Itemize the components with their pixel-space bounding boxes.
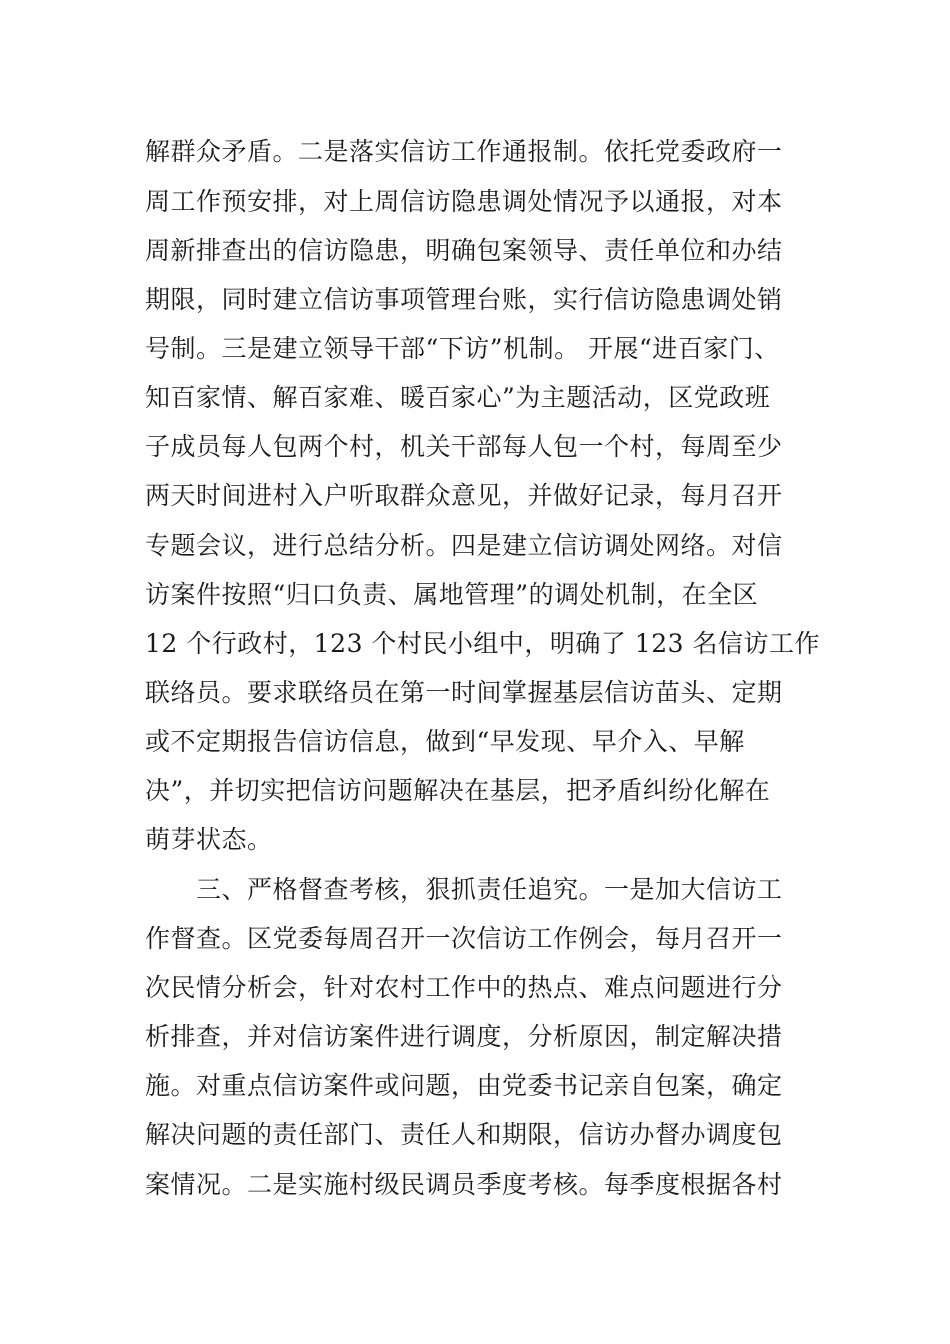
paragraph-1-line-6: 知百家情、解百家难、暖百家心”为主题活动，区党政班 xyxy=(145,383,771,412)
paragraph-2-line-7: 案情况。二是实施村级民调员季度考核。每季度根据各村 xyxy=(145,1170,783,1199)
paragraph-1-line-10: 访案件按照“归口负责、属地管理”的调处机制，在全区 xyxy=(145,580,759,609)
paragraph-2-line-6: 解决问题的责任部门、责任人和期限，信访办督办调度包 xyxy=(145,1120,783,1149)
paragraph-1-line-2: 周工作预安排，对上周信访隐患调处情况予以通报，对本 xyxy=(145,187,783,216)
paragraph-1-line-15: 萌芽状态。 xyxy=(145,825,273,854)
paragraph-2-line-5: 施。对重点信访案件或问题，由党委书记亲自包案，确定 xyxy=(145,1071,783,1100)
paragraph-1-line-7: 子成员每人包两个村，机关干部每人包一个村，每周至少 xyxy=(145,432,783,461)
paragraph-2-line-1: 三、严格督查考核，狠抓责任追究。一是加大信访工 xyxy=(196,875,783,904)
paragraph-1-line-14: 决”，并切实把信访问题解决在基层，把矛盾纠纷化解在 xyxy=(145,776,771,805)
paragraph-1-line-12: 联络员。要求联络员在第一时间掌握基层信访苗头、定期 xyxy=(145,678,783,707)
paragraph-1-line-3: 周新排查出的信访隐患，明确包案领导、责任单位和办结 xyxy=(145,236,783,265)
paragraph-1-line-5: 号制。三是建立领导干部“下访”机制。 开展“进百家门、 xyxy=(145,334,780,363)
paragraph-1-line-11: 12 个行政村，123 个村民小组中，明确了 123 名信访工作 xyxy=(145,629,821,658)
paragraph-1-line-8: 两天时间进村入户听取群众意见，并做好记录，每月召开 xyxy=(145,481,783,510)
paragraph-1-line-1: 解群众矛盾。二是落实信访工作通报制。依托党委政府一 xyxy=(145,137,783,166)
paragraph-2-line-2: 作督查。区党委每周召开一次信访工作例会，每月召开一 xyxy=(145,924,783,953)
paragraph-1-line-13: 或不定期报告信访信息，做到“早发现、早介入、早解 xyxy=(145,727,745,756)
paragraph-1-line-4: 期限，同时建立信访事项管理台账，实行信访隐患调处销 xyxy=(145,285,783,314)
paragraph-2-line-3: 次民情分析会，针对农村工作中的热点、难点问题进行分 xyxy=(145,973,783,1002)
paragraph-2-line-4: 析排查，并对信访案件进行调度，分析原因，制定解决措 xyxy=(145,1022,783,1051)
paragraph-1-line-9: 专题会议，进行总结分析。四是建立信访调处网络。对信 xyxy=(145,531,783,560)
